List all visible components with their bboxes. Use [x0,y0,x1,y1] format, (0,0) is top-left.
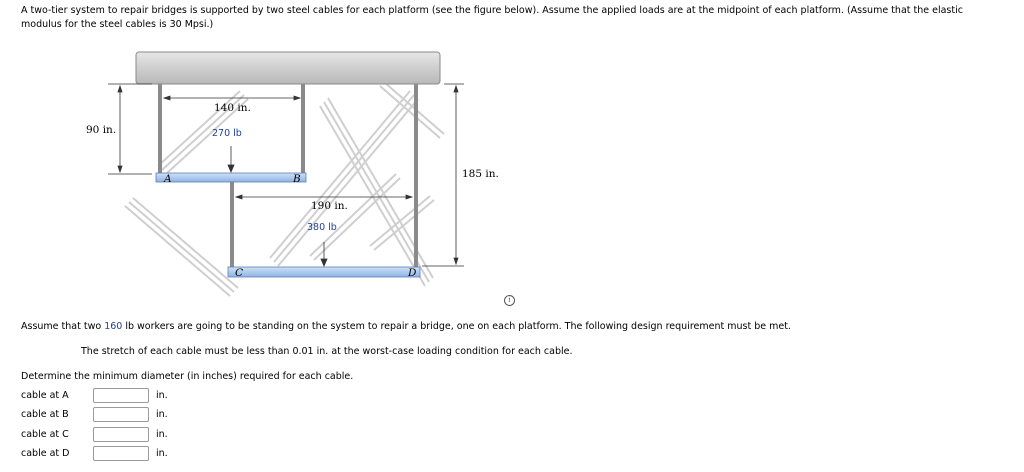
dimension-top-width: 140 in. [214,102,251,114]
answer-label-d: cable at D [21,448,70,459]
answer-unit-b: in. [156,409,168,420]
answer-input-d[interactable] [93,446,149,461]
answer-label-a: cable at A [21,390,69,401]
label-c: C [235,267,244,279]
label-b: B [293,173,301,185]
ceiling-beam [136,52,440,84]
answer-input-b[interactable] [93,407,149,422]
bridge-repair-figure [80,46,520,306]
assumption-text [21,321,791,332]
dimension-bottom-width: 190 in. [311,200,348,212]
problem-line-2: modulus for the steel cables is 30 Mpsi.) [21,19,214,30]
answer-unit-a: in. [156,390,168,401]
label-d: D [408,267,417,279]
cable-b [301,84,305,174]
answer-unit-c: in. [156,429,168,440]
answer-label-b: cable at B [21,409,69,420]
cable-d [414,84,418,268]
problem-statement [21,4,1021,32]
assumption-prefix: Assume that two [21,321,105,332]
worker-weight: 160 [104,321,123,332]
info-icon[interactable]: i [504,295,515,306]
answer-label-c: cable at C [21,429,69,440]
cable-a [158,84,162,174]
dimension-total-height: 185 in. [462,168,499,180]
answer-input-a[interactable] [93,388,149,403]
answer-unit-d: in. [156,448,168,459]
dimension-upper-height: 90 in. [86,124,117,136]
lower-platform [228,267,420,277]
question-text: Determine the minimum diameter (in inches) required for each cable. [21,371,354,382]
assumption-suffix: lb workers are going to be standing on the system to repair a bridge, one on each platform. The following design requirement must be met. [122,321,791,332]
upper-platform [156,173,306,182]
load-upper-label: 270 lb [212,128,242,139]
answer-input-c[interactable] [93,427,149,442]
problem-line-1: A two-tier system to repair bridges is supported by two steel cables for each platform (see the figure below). Assume the applied loads are at the midpoint of each platform. (Assume that the elastic [21,5,963,16]
design-requirement: The stretch of each cable must be less than 0.01 in. at the worst-case loading condition for each cable. [81,346,573,357]
cable-c [230,182,234,268]
label-a: A [164,173,172,185]
background-diagonals [125,82,444,296]
load-lower-label: 380 lb [307,222,337,233]
